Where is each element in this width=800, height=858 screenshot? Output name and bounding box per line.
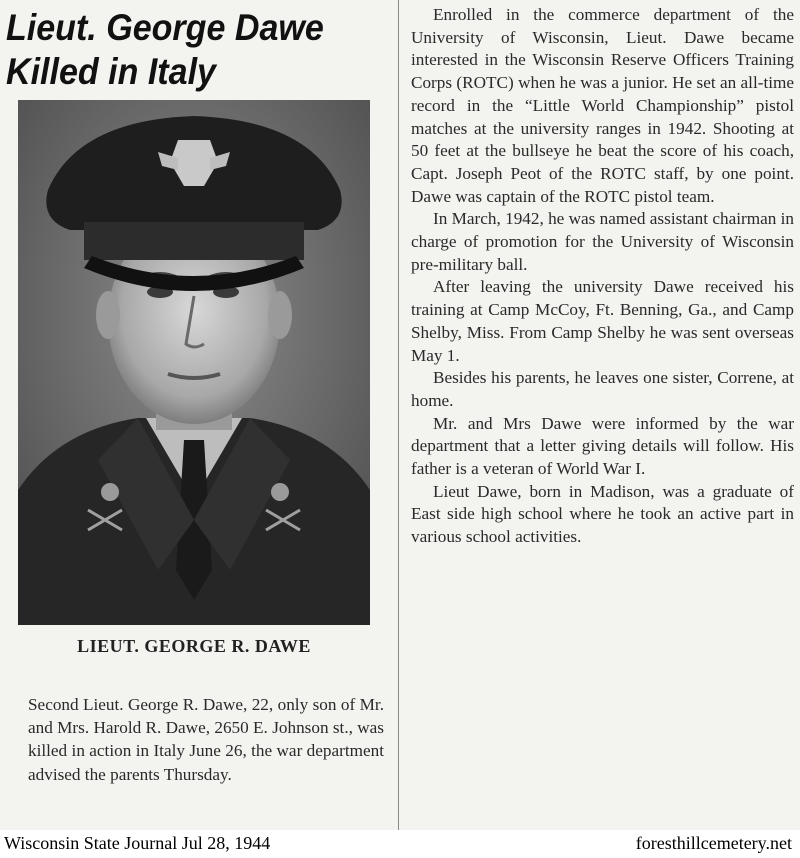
left-column: [0, 0, 396, 830]
headline-line-2: Killed in Italy: [6, 51, 216, 92]
right-paragraph-6: Lieut Dawe, born in Madison, was a graduate of East side high school where he took an active part in various school activities.: [411, 481, 794, 547]
headline: [6, 6, 361, 94]
right-column: [411, 4, 794, 549]
portrait-illustration: [18, 100, 370, 625]
right-paragraph-1: Enrolled in the commerce department of the University of Wisconsin, Lieut. Dawe became interested in the Wisconsin Reserve Officers Training Corps (ROTC) when he was a junior. He set an all-time record in the “Little World Championship” pistol matches at the university ranges in 1942. Shooting at 50 feet at the bullseye he beat the score of his coach, Capt. Joseph Peot of the ROTC staff, by one point. Dawe was captain of the ROTC pistol team.: [411, 5, 794, 206]
left-article-text: [28, 693, 384, 786]
right-paragraph-4: Besides his parents, he leaves one sister, Correne, at home.: [411, 368, 794, 410]
portrait-photo: [18, 100, 370, 625]
column-divider: [398, 0, 399, 830]
headline-line-1: Lieut. George Dawe: [6, 7, 324, 48]
source-citation: Wisconsin State Journal Jul 28, 1944: [4, 833, 271, 853]
right-paragraph-3: After leaving the university Dawe received his training at Camp McCoy, Ft. Benning, Ga., and Camp Shelby, Miss. From Camp Shelby he was sent overseas May 1.: [411, 277, 794, 365]
photo-caption: LIEUT. GEORGE R. DAWE: [77, 636, 311, 656]
left-paragraph: Second Lieut. George R. Dawe, 22, only son of Mr. and Mrs. Harold R. Dawe, 2650 E. Johnson st., was killed in action in Italy June 26, the war department advised the parents Thursday.: [28, 695, 384, 784]
right-paragraph-2: In March, 1942, he was named assistant chairman in charge of promotion for the University of Wisconsin pre-military ball.: [411, 209, 794, 274]
right-paragraph-5: Mr. and Mrs Dawe were informed by the war department that a letter giving details will follow. His father is a veteran of World War I.: [411, 413, 794, 479]
site-credit: foresthillcemetery.net: [635, 833, 792, 853]
